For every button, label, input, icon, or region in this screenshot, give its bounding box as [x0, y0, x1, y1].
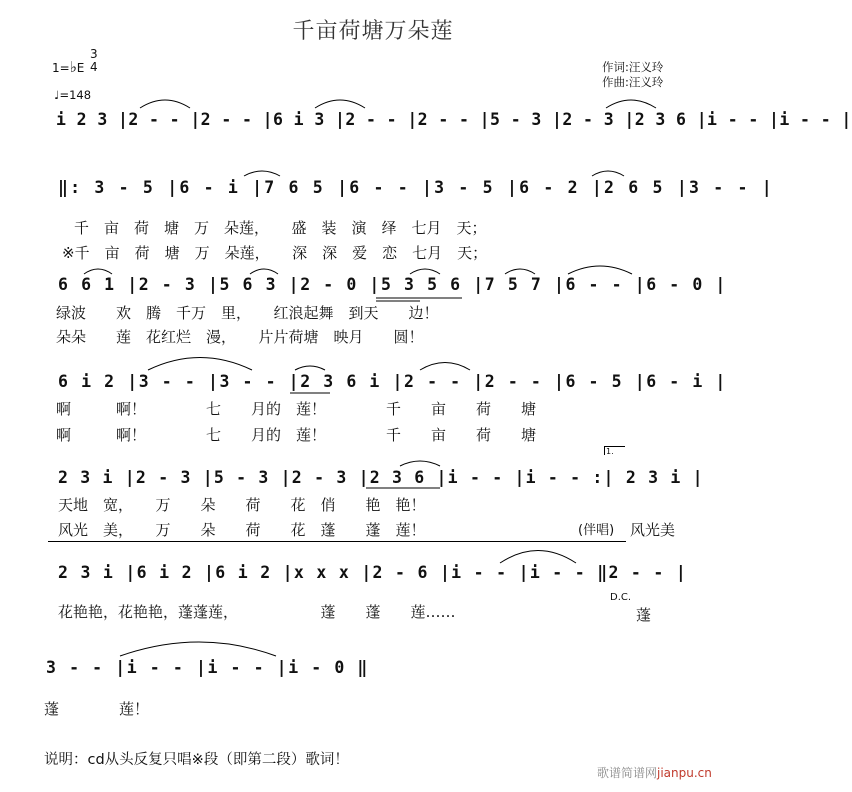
da-capo-mark: D.C.	[610, 592, 632, 603]
lyric-line6-end: 蓬	[636, 606, 652, 624]
slur	[140, 100, 190, 108]
score-system-3: 6 6 1 |2 - 3 |5 6 3 |2 - 0 |5 3 5 6 |7 5 7 |6 - - |6 - 0 |	[58, 275, 727, 294]
slur	[244, 171, 280, 176]
slur	[315, 100, 365, 108]
lyric-verse1-line1: 千 亩 荷 塘 万 朵莲， 盛 装 演 绎 七月 天；	[74, 219, 487, 237]
tempo-value: =148	[59, 88, 92, 102]
lyric-verse1-line3: 啊 啊！ 七 月的 莲！ 千 亩 荷 塘	[56, 400, 537, 418]
slur	[500, 551, 576, 564]
score-system-1: i 2 3 |2 - - |2 - - |6 i 3 |2 - - |2 - - |5 - 3 |2 - 3 |2 3 6 |i - - |i - - |	[56, 110, 852, 129]
lyric-verse2-line2: 朵朵 莲 花红烂 漫， 片片荷塘 映月 圆！	[56, 328, 424, 346]
key-note: E	[76, 61, 85, 75]
slur	[606, 100, 656, 108]
key-prefix: 1=	[52, 61, 70, 75]
chorus-label: (伴唱)	[578, 523, 615, 538]
score-system-4: 6 i 2 |3 - - |3 - - |2 3 6 i |2 - - |2 - - |6 - 5 |6 - i |	[58, 372, 727, 391]
lyric-line7: 蓬 莲！	[44, 700, 150, 718]
volta-number: 1.	[606, 447, 614, 456]
lyric-verse2-line4: 风光 美， 万 朵 荷 花 蓬 蓬 莲！	[58, 521, 426, 539]
lyric-verse2-line4-end: 风光美	[630, 521, 676, 539]
slur	[295, 366, 325, 370]
time-top: 3	[90, 47, 98, 61]
slur	[410, 269, 440, 274]
slur	[592, 171, 624, 176]
lyric-verse1-line4: 天地 宽， 万 朵 荷 花 俏 艳 艳！	[58, 496, 426, 514]
slur	[400, 461, 440, 466]
slur	[120, 642, 276, 656]
watermark-url: jianpu.cn	[657, 766, 712, 780]
slur	[420, 363, 470, 371]
lyric-line6: 花艳艳，花艳艳，蓬蓬莲， 蓬 蓬 莲……	[58, 603, 456, 621]
slur	[148, 358, 252, 371]
score-system-2: ‖: 3 - 5 |6 - i |7 6 5 |6 - - |3 - 5 |6 - 2 |2 6 5 |3 - - |	[58, 178, 774, 197]
slur	[84, 269, 112, 274]
time-bottom: 4	[90, 60, 98, 74]
flat-icon: ♭	[69, 58, 77, 76]
performance-note: 说明：cd从头反复只唱※段（即第二段）歌词！	[44, 752, 349, 768]
slur	[568, 266, 632, 274]
score-system-7: 3 - - |i - - |i - - |i - 0 ‖	[46, 658, 369, 677]
slur	[505, 269, 535, 274]
lyric-verse2-line1: ※千 亩 荷 塘 万 朵莲， 深 深 爱 恋 七月 天；	[62, 244, 488, 262]
composer-credit: 作曲:汪义玲	[602, 75, 664, 89]
slur	[250, 269, 278, 274]
score-system-5: 2 3 i |2 - 3 |5 - 3 |2 - 3 |2 3 6 |i - - |i - - :| 2 3 i |	[58, 468, 704, 487]
lyricist-credit: 作词:汪义玲	[602, 60, 664, 74]
score-system-6: 2 3 i |6 i 2 |6 i 2 |x x x |2 - 6 |i - - |i - - ‖2 - - |	[58, 563, 688, 582]
lyric-verse2-line3: 啊 啊！ 七 月的 莲！ 千 亩 荷 塘	[56, 426, 537, 444]
quarter-note-icon: ♩	[54, 88, 60, 102]
song-title: 千亩荷塘万朵莲	[292, 19, 454, 44]
lyric-verse1-line2: 绿波 欢 腾 千万 里， 红浪起舞 到天 边！	[56, 304, 439, 322]
watermark-site: 歌谱简谱网	[597, 766, 658, 780]
